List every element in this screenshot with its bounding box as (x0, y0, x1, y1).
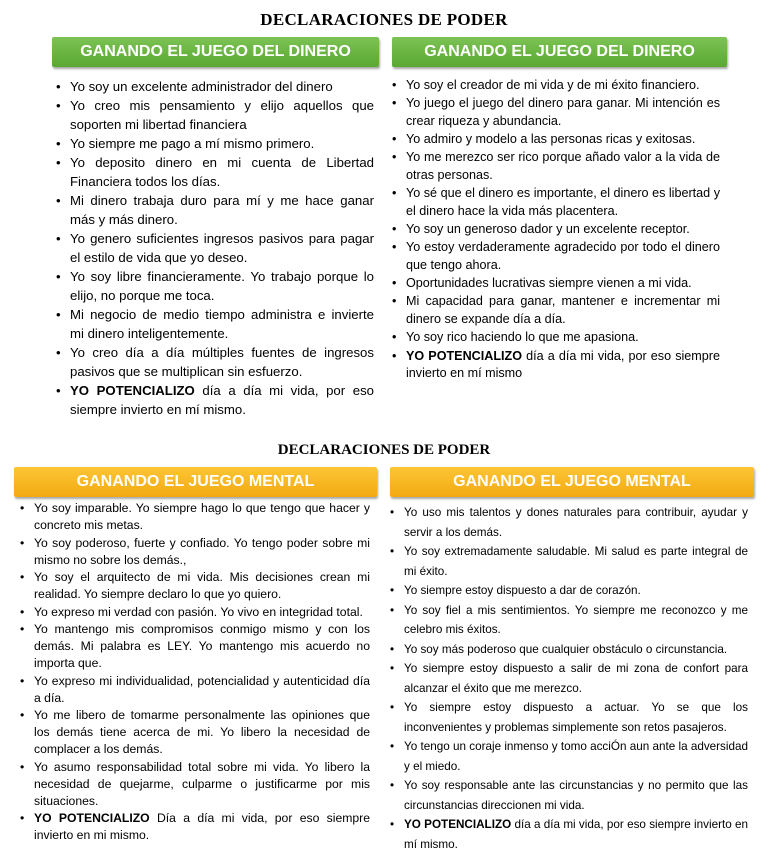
list-item (56, 191, 374, 229)
list-item-text: Yo expreso mi verdad con pasión. Yo vivo en integridad total. (34, 604, 363, 619)
list-item (20, 569, 370, 603)
list-item (392, 77, 720, 95)
list-item (56, 77, 374, 96)
list-item (392, 275, 720, 293)
mental-right-list (390, 503, 748, 854)
dinero-right-header: GANANDO EL JUEGO DEL DINERO (392, 37, 727, 67)
list-item-text: Yo siempre estoy dispuesto a dar de corazón. (404, 584, 641, 597)
list-item-text: Yo soy un generoso dador y un excelente receptor. (406, 222, 690, 237)
list-item (390, 503, 748, 542)
list-item (392, 185, 720, 220)
list-item (392, 95, 720, 130)
list-item (20, 604, 370, 621)
list-item-text: Yo admiro y modelo a las personas ricas y exitosas. (406, 132, 696, 147)
list-item (20, 673, 370, 707)
list-item-text: Oportunidades lucrativas siempre vienen a mi vida. (406, 276, 692, 291)
list-item (392, 329, 720, 347)
list-item (390, 581, 748, 601)
emphasis-text: YO POTENCIALIZO (406, 348, 523, 363)
dinero-right-list (392, 77, 720, 383)
emphasis-text: YO POTENCIALIZO (34, 811, 150, 825)
list-item (20, 500, 370, 534)
list-item-text: Yo siempre estoy dispuesto a salir de mi zona de confort para alcanzar el éxito que me merezco. (404, 662, 748, 695)
list-item (392, 149, 720, 184)
list-item (392, 221, 720, 239)
dinero-left-header: GANANDO EL JUEGO DEL DINERO (52, 37, 379, 67)
list-item-text: Yo soy libre financieramente. Yo trabajo porque lo elijo, no porque me toca. (70, 269, 374, 303)
list-item (390, 659, 748, 698)
list-item-text: día a día mi vida, por eso siempre invierto en mí mismo. (404, 818, 749, 851)
list-item (56, 343, 374, 381)
list-item-text: Yo tengo un coraje inmenso y tomo acciÓn aun ante la adversidad y el miedo. (404, 740, 748, 773)
list-item-text: Mi negocio de medio tiempo administra e invierte mi dinero inteligentemente. (70, 307, 374, 341)
list-item-text: Yo sé que el dinero es importante, el dinero es libertad y el dinero hace la vida más placentera. (406, 186, 720, 218)
list-item-text: Yo soy más poderoso que cualquier obstáculo o circunstancia. (404, 642, 728, 656)
list-item (390, 776, 748, 815)
list-item-text: Día a día mi vida, por eso siempre invierto en mi mismo. (34, 811, 370, 842)
list-item (20, 621, 370, 672)
list-item-text: Yo soy el arquitecto de mi vida. Mis decisiones crean mi realidad. Yo siempre declaro lo que yo quiero. (34, 570, 370, 601)
list-item-text: Yo soy extremadamente saludable. Mi salud es parte integral de mi éxito. (404, 545, 748, 578)
list-item (20, 707, 370, 758)
emphasis-text: YO POTENCIALIZO (70, 383, 195, 398)
list-item (56, 134, 374, 153)
bottom-title: DECLARACIONES DE PODER (277, 442, 491, 458)
list-item-text: Yo soy rico haciendo lo que me apasiona. (406, 330, 639, 345)
list-item-text: Yo soy el creador de mi vida y de mi éxito financiero. (406, 78, 700, 92)
list-item-text: Mi capacidad para ganar, mantener e incrementar mi dinero se expande día a día. (406, 294, 720, 327)
list-item (392, 293, 720, 328)
list-item (20, 535, 370, 569)
list-item (392, 131, 720, 149)
list-item (56, 96, 374, 134)
list-item-text: Yo me libero de tomarme personalmente las opiniones que los demás tiene acerca de mi. Yo libero la necesidad de complacer a los demás. (34, 708, 370, 756)
list-item-text: Yo expreso mi individualidad, potencialidad y autenticidad día a día. (34, 673, 370, 705)
list-item (390, 640, 748, 660)
list-item-text: Yo soy fiel a mis sentimientos. Yo siempre me reconozco y me celebro mis éxitos. (404, 603, 748, 636)
list-item-text: Yo siempre estoy dispuesto a actuar. Yo se que los inconvenientes y problemas simplemente son retos pasajeros. (404, 701, 748, 734)
list-item-text: día a día mi vida, por eso siempre invierto en mí mismo (406, 348, 720, 381)
list-item-text: Yo siempre me pago a mí mismo primero. (70, 136, 315, 151)
list-item (392, 348, 720, 383)
mental-right-header: GANANDO EL JUEGO MENTAL (390, 467, 754, 497)
list-item-text: Yo deposito dinero en mi cuenta de Libertad Financiera todos los días. (70, 155, 374, 189)
list-item-text: Yo soy responsable ante las circunstancias y no permito que las circunstancias direccionen mi vida. (404, 779, 748, 812)
list-item-text: Yo soy poderoso, fuerte y confiado. Yo tengo poder sobre mi mismo no sobre los demás., (34, 535, 370, 567)
list-item-text: Yo creo mis pensamiento y elijo aquellos que soporten mi libertad financiera (70, 98, 374, 132)
list-item (56, 305, 374, 343)
mental-left-list (20, 500, 370, 845)
list-item (56, 153, 374, 191)
list-item-text: Yo soy un excelente administrador del dinero (70, 79, 333, 94)
list-item-text: día a día mi vida, por eso siempre invierto en mí mismo. (70, 383, 374, 417)
list-item-text: Yo mantengo mis compromisos conmigo mismo y con los demás. Mi palabra es LEY. Yo mantengo mis acuerdo no importa que. (34, 622, 370, 670)
list-item (56, 381, 374, 419)
list-item (390, 737, 748, 776)
list-item-text: Yo estoy verdaderamente agradecido por todo el dinero que tengo ahora. (406, 240, 720, 273)
list-item (390, 542, 748, 581)
list-item (392, 239, 720, 274)
list-item (390, 698, 748, 737)
list-item-text: Yo me merezco ser rico porque añado valor a la vida de otras personas. (406, 150, 720, 183)
dinero-left-list (56, 77, 374, 419)
list-item (56, 229, 374, 267)
list-item-text: Yo juego el juego del dinero para ganar. Mi intención es crear riqueza y abundancia. (406, 96, 720, 128)
list-item (20, 759, 370, 810)
list-item-text: Mi dinero trabaja duro para mí y me hace ganar más y más dinero. (70, 193, 374, 227)
list-item-text: Yo uso mis talentos y dones naturales para contribuir, ayudar y servir a los demás. (404, 506, 748, 539)
list-item-text: Yo creo día a día múltiples fuentes de ingresos pasivos que se multiplican sin esfuerzo. (70, 345, 374, 379)
list-item-text: Yo genero suficientes ingresos pasivos para pagar el estilo de vida que yo deseo. (70, 231, 374, 265)
top-title: DECLARACIONES DE PODER (260, 10, 508, 29)
list-item (20, 810, 370, 844)
list-item (390, 601, 748, 640)
mental-left-header: GANANDO EL JUEGO MENTAL (14, 467, 377, 497)
list-item-text: Yo asumo responsabilidad total sobre mi vida. Yo libero la necesidad de quejarme, culparme o justificarme por mis situaciones. (34, 759, 370, 808)
list-item (390, 815, 748, 854)
list-item-text: Yo soy imparable. Yo siempre hago lo que tengo que hacer y concreto mis metas. (34, 501, 370, 532)
list-item (56, 267, 374, 305)
emphasis-text: YO POTENCIALIZO (404, 818, 512, 831)
